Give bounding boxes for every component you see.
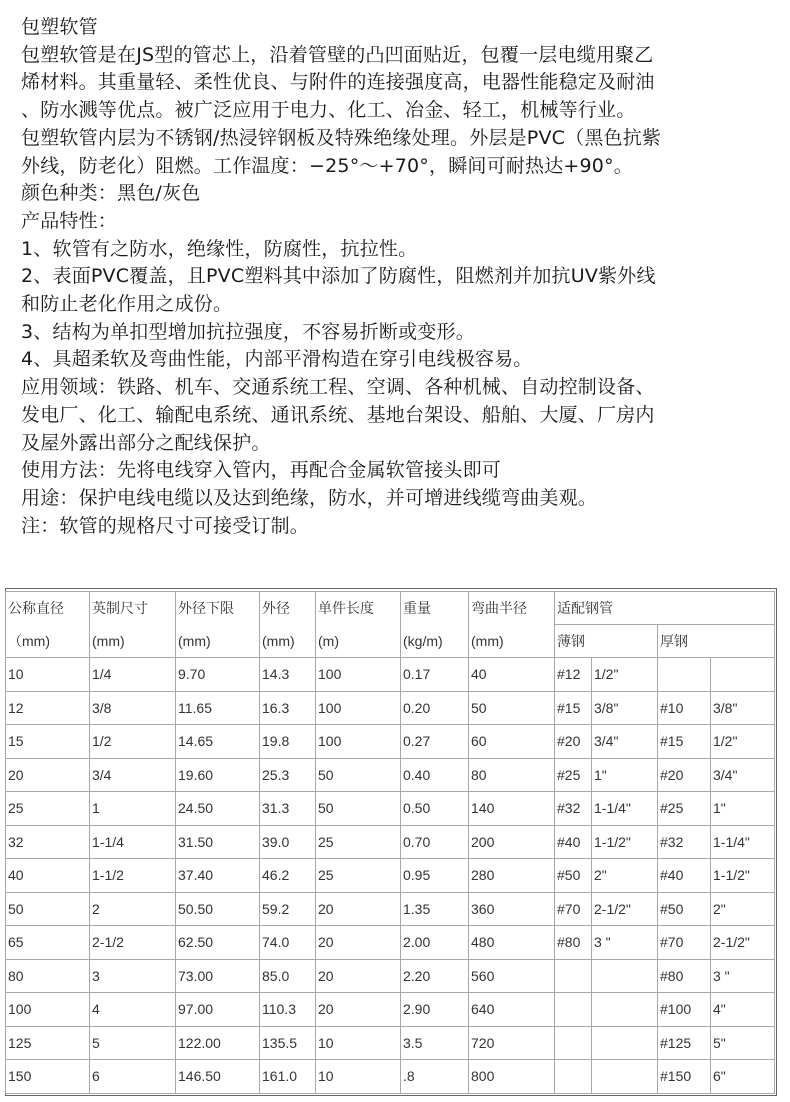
cell-imperial-size: 3/4 bbox=[90, 758, 176, 792]
description-line: 烯材料。其重量轻、柔性优良、与附件的连接强度高，电器性能稳定及耐油 bbox=[21, 71, 655, 94]
cell-bend-radius: 60 bbox=[469, 725, 555, 759]
cell-weight: 0.27 bbox=[401, 725, 469, 759]
cell-piece-length: 20 bbox=[316, 959, 401, 993]
cell-outer-lower-limit: 62.50 bbox=[176, 926, 260, 960]
cell-thick-steel-no: #20 bbox=[658, 758, 711, 792]
cell-outer-lower-limit: 19.60 bbox=[176, 758, 260, 792]
cell-outer-diameter: 85.0 bbox=[260, 959, 316, 993]
cell-weight: 0.20 bbox=[401, 691, 469, 725]
table-row bbox=[6, 959, 775, 993]
cell-thin-steel-no: #32 bbox=[555, 792, 592, 826]
description-line: 、防水溅等优点。被广泛应用于电力、化工、冶金、轻工，机械等行业。 bbox=[21, 99, 636, 122]
description-line: 包塑软管内层为不锈钢/热浸锌钢板及特殊绝缘处理。外层是PVC（黑色抗紫 bbox=[21, 126, 662, 149]
cell-thick-steel-size: 3/4" bbox=[711, 758, 775, 792]
cell-bend-radius: 80 bbox=[469, 758, 555, 792]
table-row bbox=[6, 825, 775, 859]
cell-imperial-size: 6 bbox=[90, 1060, 176, 1094]
cell-thin-steel-no bbox=[555, 993, 592, 1027]
header-bend-radius: 弯曲半径 bbox=[469, 592, 555, 625]
cell-thin-steel-size: 1-1/2" bbox=[592, 825, 658, 859]
cell-piece-length: 50 bbox=[316, 758, 401, 792]
cell-piece-length: 20 bbox=[316, 892, 401, 926]
cell-weight: 0.70 bbox=[401, 825, 469, 859]
cell-thick-steel-no: #70 bbox=[658, 926, 711, 960]
cell-thick-steel-size: 1-1/2" bbox=[711, 859, 775, 893]
cell-outer-lower-limit: 73.00 bbox=[176, 959, 260, 993]
header-weight-unit: (kg/m) bbox=[401, 625, 469, 658]
cell-bend-radius: 640 bbox=[469, 993, 555, 1027]
cell-nominal-diameter: 32 bbox=[6, 825, 90, 859]
cell-outer-diameter: 59.2 bbox=[260, 892, 316, 926]
cell-thin-steel-size: 3 " bbox=[592, 926, 658, 960]
cell-weight: 3.5 bbox=[401, 1026, 469, 1060]
cell-imperial-size: 5 bbox=[90, 1026, 176, 1060]
description-line: 2、表面PVC覆盖，且PVC塑料其中添加了防腐性，阻燃剂并加抗UV紫外线 bbox=[21, 265, 656, 288]
cell-bend-radius: 40 bbox=[469, 658, 555, 692]
cell-thin-steel-no: #12 bbox=[555, 658, 592, 692]
cell-piece-length: 20 bbox=[316, 926, 401, 960]
cell-nominal-diameter: 12 bbox=[6, 691, 90, 725]
cell-bend-radius: 800 bbox=[469, 1060, 555, 1094]
cell-nominal-diameter: 15 bbox=[6, 725, 90, 759]
cell-imperial-size: 1/4 bbox=[90, 658, 176, 692]
cell-piece-length: 10 bbox=[316, 1026, 401, 1060]
table-row bbox=[6, 792, 775, 826]
cell-outer-lower-limit: 97.00 bbox=[176, 993, 260, 1027]
cell-thin-steel-no: #40 bbox=[555, 825, 592, 859]
table-row bbox=[6, 1060, 775, 1094]
cell-imperial-size: 1 bbox=[90, 792, 176, 826]
cell-outer-diameter: 74.0 bbox=[260, 926, 316, 960]
cell-imperial-size: 1/2 bbox=[90, 725, 176, 759]
cell-bend-radius: 480 bbox=[469, 926, 555, 960]
cell-thin-steel-size: 1-1/4" bbox=[592, 792, 658, 826]
cell-outer-lower-limit: 37.40 bbox=[176, 859, 260, 893]
cell-thick-steel-size: 1/2" bbox=[711, 725, 775, 759]
header-steel-pipe: 适配钢管 bbox=[555, 592, 775, 625]
description-line: 和防止老化作用之成份。 bbox=[21, 293, 233, 316]
cell-outer-lower-limit: 14.65 bbox=[176, 725, 260, 759]
cell-imperial-size: 4 bbox=[90, 993, 176, 1027]
description-line: 用途：保护电线电缆以及达到绝缘，防水，并可增进线缆弯曲美观。 bbox=[21, 486, 598, 509]
cell-thick-steel-size: 5" bbox=[711, 1026, 775, 1060]
cell-thin-steel-size: 1/2" bbox=[592, 658, 658, 692]
cell-thick-steel-no: #125 bbox=[658, 1026, 711, 1060]
cell-piece-length: 25 bbox=[316, 859, 401, 893]
cell-nominal-diameter: 25 bbox=[6, 792, 90, 826]
cell-outer-lower-limit: 24.50 bbox=[176, 792, 260, 826]
cell-weight: 1.35 bbox=[401, 892, 469, 926]
cell-thin-steel-size bbox=[592, 1060, 658, 1094]
header-outer-unit: (mm) bbox=[260, 625, 316, 658]
cell-outer-diameter: 135.5 bbox=[260, 1026, 316, 1060]
header-imperial-size: 英制尺寸 bbox=[90, 592, 176, 625]
table-row bbox=[6, 892, 775, 926]
header-nominal-unit: （mm) bbox=[6, 625, 90, 658]
cell-thick-steel-no: #50 bbox=[658, 892, 711, 926]
cell-thick-steel-no: #25 bbox=[658, 792, 711, 826]
cell-thick-steel-size bbox=[711, 658, 775, 692]
cell-thin-steel-size bbox=[592, 959, 658, 993]
cell-outer-lower-limit: 50.50 bbox=[176, 892, 260, 926]
header-imperial-unit: (mm) bbox=[90, 625, 176, 658]
cell-bend-radius: 560 bbox=[469, 959, 555, 993]
header-row-1 bbox=[6, 592, 775, 625]
cell-piece-length: 20 bbox=[316, 993, 401, 1027]
cell-thin-steel-no: #15 bbox=[555, 691, 592, 725]
cell-weight: 0.17 bbox=[401, 658, 469, 692]
cell-bend-radius: 280 bbox=[469, 859, 555, 893]
cell-nominal-diameter: 40 bbox=[6, 859, 90, 893]
cell-bend-radius: 140 bbox=[469, 792, 555, 826]
cell-thin-steel-no: #80 bbox=[555, 926, 592, 960]
cell-thick-steel-size: 1" bbox=[711, 792, 775, 826]
cell-outer-diameter: 110.3 bbox=[260, 993, 316, 1027]
header-thin-steel: 薄钢 bbox=[555, 625, 658, 658]
cell-outer-diameter: 16.3 bbox=[260, 691, 316, 725]
cell-outer-diameter: 46.2 bbox=[260, 859, 316, 893]
cell-weight: 2.00 bbox=[401, 926, 469, 960]
cell-piece-length: 50 bbox=[316, 792, 401, 826]
table-row bbox=[6, 993, 775, 1027]
cell-thick-steel-no: #100 bbox=[658, 993, 711, 1027]
cell-thin-steel-no: #50 bbox=[555, 859, 592, 893]
cell-nominal-diameter: 80 bbox=[6, 959, 90, 993]
cell-thin-steel-no: #70 bbox=[555, 892, 592, 926]
cell-imperial-size: 3/8 bbox=[90, 691, 176, 725]
cell-thick-steel-no: #32 bbox=[658, 825, 711, 859]
cell-weight: .8 bbox=[401, 1060, 469, 1094]
cell-bend-radius: 50 bbox=[469, 691, 555, 725]
cell-weight: 0.95 bbox=[401, 859, 469, 893]
table-row bbox=[6, 691, 775, 725]
cell-thin-steel-no bbox=[555, 1026, 592, 1060]
description-line: 使用方法：先将电线穿入管内，再配合金属软管接头即可 bbox=[21, 459, 502, 482]
table-row bbox=[6, 859, 775, 893]
cell-thick-steel-no: #80 bbox=[658, 959, 711, 993]
cell-nominal-diameter: 65 bbox=[6, 926, 90, 960]
cell-weight: 0.40 bbox=[401, 758, 469, 792]
cell-nominal-diameter: 20 bbox=[6, 758, 90, 792]
header-weight: 重量 bbox=[401, 592, 469, 625]
header-thick-steel: 厚钢 bbox=[658, 625, 775, 658]
cell-thick-steel-no bbox=[658, 658, 711, 692]
cell-thick-steel-size: 3/8" bbox=[711, 691, 775, 725]
header-outer-diameter: 外径 bbox=[260, 592, 316, 625]
description-line: 及屋外露出部分之配线保护。 bbox=[21, 431, 271, 454]
cell-outer-lower-limit: 9.70 bbox=[176, 658, 260, 692]
cell-thick-steel-size: 6" bbox=[711, 1060, 775, 1094]
cell-thin-steel-no: #20 bbox=[555, 725, 592, 759]
cell-outer-diameter: 14.3 bbox=[260, 658, 316, 692]
product-description bbox=[21, 14, 781, 540]
table-row bbox=[6, 758, 775, 792]
header-nominal-diameter: 公称直径 bbox=[6, 592, 90, 625]
cell-thin-steel-size: 3/8" bbox=[592, 691, 658, 725]
cell-piece-length: 10 bbox=[316, 1060, 401, 1094]
description-line: 4、具超柔软及弯曲性能，内部平滑构造在穿引电线极容易。 bbox=[21, 348, 533, 371]
cell-outer-diameter: 19.8 bbox=[260, 725, 316, 759]
cell-thick-steel-no: #10 bbox=[658, 691, 711, 725]
cell-nominal-diameter: 125 bbox=[6, 1026, 90, 1060]
cell-piece-length: 100 bbox=[316, 658, 401, 692]
description-line: 产品特性： bbox=[21, 209, 118, 232]
cell-thick-steel-no: #40 bbox=[658, 859, 711, 893]
table-row bbox=[6, 1026, 775, 1060]
cell-thin-steel-size: 2-1/2" bbox=[592, 892, 658, 926]
cell-thick-steel-no: #150 bbox=[658, 1060, 711, 1094]
cell-thin-steel-size: 3/4" bbox=[592, 725, 658, 759]
cell-imperial-size: 3 bbox=[90, 959, 176, 993]
cell-outer-lower-limit: 31.50 bbox=[176, 825, 260, 859]
cell-nominal-diameter: 100 bbox=[6, 993, 90, 1027]
cell-outer-diameter: 31.3 bbox=[260, 792, 316, 826]
description-title: 包塑软管 bbox=[21, 16, 98, 38]
cell-weight: 2.20 bbox=[401, 959, 469, 993]
cell-thin-steel-no bbox=[555, 959, 592, 993]
cell-thick-steel-no: #15 bbox=[658, 725, 711, 759]
header-piece-length: 单件长度 bbox=[316, 592, 401, 625]
description-line: 包塑软管是在JS型的管芯上，沿着管壁的凸凹面贴近，包覆一层电缆用聚乙 bbox=[21, 43, 654, 66]
cell-thin-steel-size: 1" bbox=[592, 758, 658, 792]
cell-nominal-diameter: 10 bbox=[6, 658, 90, 692]
cell-thin-steel-size bbox=[592, 1026, 658, 1060]
cell-thin-steel-size: 2" bbox=[592, 859, 658, 893]
cell-imperial-size: 1-1/4 bbox=[90, 825, 176, 859]
cell-nominal-diameter: 150 bbox=[6, 1060, 90, 1094]
description-line: 3、结构为单扣型增加抗拉强度，不容易折断或变形。 bbox=[21, 320, 475, 343]
header-outer-lower-limit: 外径下限 bbox=[176, 592, 260, 625]
table-row bbox=[6, 926, 775, 960]
cell-bend-radius: 720 bbox=[469, 1026, 555, 1060]
cell-outer-lower-limit: 11.65 bbox=[176, 691, 260, 725]
cell-thin-steel-no: #25 bbox=[555, 758, 592, 792]
spec-table bbox=[5, 591, 775, 1094]
table-row bbox=[6, 725, 775, 759]
cell-outer-diameter: 25.3 bbox=[260, 758, 316, 792]
table-row bbox=[6, 658, 775, 692]
description-line: 1、软管有之防水，绝缘性，防腐性，抗拉性。 bbox=[21, 237, 418, 260]
cell-thick-steel-size: 3 " bbox=[711, 959, 775, 993]
cell-imperial-size: 2-1/2 bbox=[90, 926, 176, 960]
cell-imperial-size: 1-1/2 bbox=[90, 859, 176, 893]
cell-thick-steel-size: 4" bbox=[711, 993, 775, 1027]
description-line: 注：软管的规格尺寸可接受订制。 bbox=[21, 514, 310, 537]
description-line: 发电厂、化工、输配电系统、通讯系统、基地台架设、船舶、大厦、厂房内 bbox=[21, 403, 655, 426]
cell-thick-steel-size: 1-1/4" bbox=[711, 825, 775, 859]
description-line: 外线，防老化）阻燃。工作温度：−25°～+70°，瞬间可耐热达+90°。 bbox=[21, 154, 633, 177]
header-outer-lower-unit: (mm) bbox=[176, 625, 260, 658]
description-line: 颜色种类：黑色/灰色 bbox=[21, 182, 201, 205]
cell-thick-steel-size: 2" bbox=[711, 892, 775, 926]
cell-thin-steel-no bbox=[555, 1060, 592, 1094]
cell-nominal-diameter: 50 bbox=[6, 892, 90, 926]
cell-outer-lower-limit: 146.50 bbox=[176, 1060, 260, 1094]
header-piece-unit: (m) bbox=[316, 625, 401, 658]
cell-bend-radius: 360 bbox=[469, 892, 555, 926]
header-row-2 bbox=[6, 625, 775, 658]
cell-outer-diameter: 161.0 bbox=[260, 1060, 316, 1094]
description-line: 应用领域：铁路、机车、交通系统工程、空调、各种机械、自动控制设备、 bbox=[21, 376, 655, 399]
cell-outer-diameter: 39.0 bbox=[260, 825, 316, 859]
cell-thin-steel-size bbox=[592, 993, 658, 1027]
cell-imperial-size: 2 bbox=[90, 892, 176, 926]
cell-piece-length: 100 bbox=[316, 691, 401, 725]
cell-weight: 2.90 bbox=[401, 993, 469, 1027]
header-bend-unit: (mm) bbox=[469, 625, 555, 658]
cell-piece-length: 25 bbox=[316, 825, 401, 859]
cell-thick-steel-size: 2-1/2" bbox=[711, 926, 775, 960]
cell-piece-length: 100 bbox=[316, 725, 401, 759]
cell-weight: 0.50 bbox=[401, 792, 469, 826]
cell-bend-radius: 200 bbox=[469, 825, 555, 859]
cell-outer-lower-limit: 122.00 bbox=[176, 1026, 260, 1060]
